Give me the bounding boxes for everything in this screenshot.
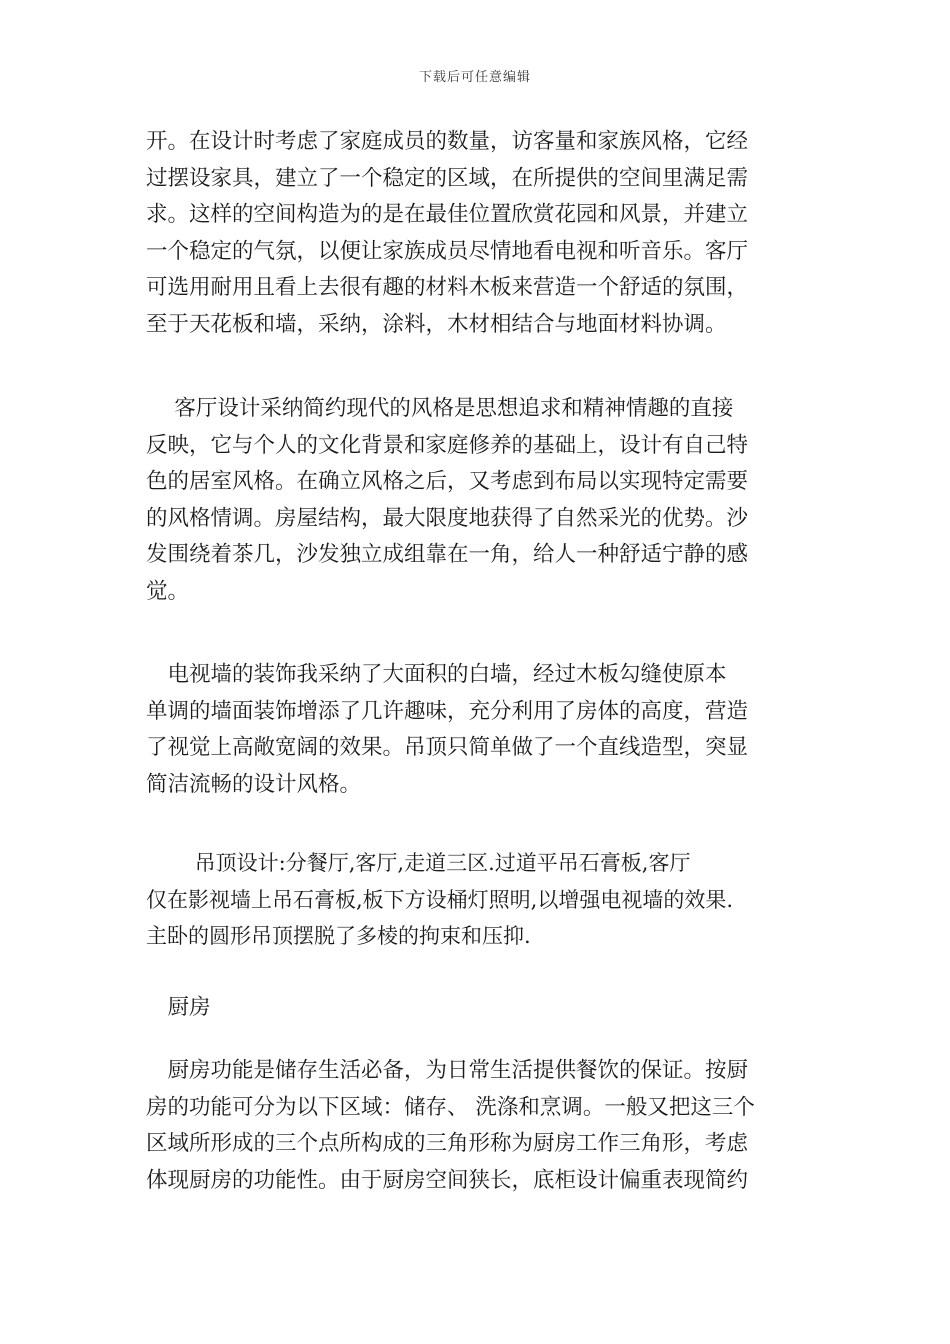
text-line: 吊顶设计:分餐厅,客厅,走道三区.过道平吊石膏板,客厅	[146, 851, 691, 875]
text-line: 至于天花板和墙，采纳，涂料，木材相结合与地面材料协调。	[146, 311, 727, 337]
text-line: 房的功能可分为以下区域：储存、 洗涤和烹调。一般又把这三个	[146, 1094, 755, 1120]
paragraph-living-room-style	[146, 391, 806, 611]
paragraph-ceiling-design	[146, 845, 806, 955]
text-line: 主卧的圆形吊顶摆脱了多棱的拘束和压抑.	[146, 924, 531, 949]
page-header: 下载后可任意编辑	[418, 70, 531, 85]
text-line: 过摆设家具，建立了一个稳定的区域，在所提供的空间里满足需	[146, 165, 749, 191]
text-line: 发围绕着茶几，沙发独立成组靠在一角，给人一种舒适宁静的感	[146, 542, 749, 568]
text-line: 仅在影视墙上吊石膏板,板下方设桶灯照明,以增强电视墙的效果.	[146, 887, 734, 912]
text-line: 单调的墙面装饰增添了几许趣味，充分利用了房体的高度，营造	[146, 698, 749, 724]
text-line: 开。在设计时考虑了家庭成员的数量，访客量和家族风格，它经	[146, 129, 749, 154]
heading-text: 厨房	[146, 995, 211, 1020]
text-line: 一个稳定的气氛，以便让家族成员尽情地看电视和听音乐。客厅	[146, 238, 749, 264]
text-line: 求。这样的空间构造为的是在最佳位置欣赏花园和风景，并建立	[146, 202, 749, 228]
text-line: 的风格情调。房屋结构，最大限度地获得了自然采光的优势。沙	[146, 505, 749, 531]
paragraph-kitchen-function	[146, 1053, 806, 1199]
text-line: 简洁流畅的设计风格。	[146, 771, 362, 797]
paragraph-tv-wall	[146, 657, 806, 803]
text-line: 了视觉上高敞宽阔的效果。吊顶只简单做了一个直线造型，突显	[146, 735, 749, 761]
text-line: 反映，它与个人的文化背景和家庭修养的基础上，设计有自己特	[146, 432, 749, 458]
text-line: 客厅设计采纳简约现代的风格是思想追求和精神情趣的直接	[146, 396, 734, 421]
text-line: 区域所形成的三个点所构成的三角形称为厨房工作三角形，考虑	[146, 1131, 749, 1157]
text-line: 电视墙的装饰我采纳了大面积的白墙，经过木板勾缝使原本	[146, 662, 727, 687]
text-line: 体现厨房的功能性。由于厨房空间狭长，底柜设计偏重表现简约	[146, 1167, 749, 1193]
text-line: 可选用耐用且看上去很有趣的材料木板来营造一个舒适的氛围，	[146, 275, 749, 301]
paragraph-living-room-layout	[146, 124, 806, 344]
text-line: 厨房功能是储存生活必备，为日常生活提供餐饮的保证。按厨	[146, 1058, 749, 1083]
text-line: 觉。	[146, 578, 190, 604]
text-line: 色的居室风格。在确立风格之后，又考虑到布局以实现特定需要	[146, 469, 749, 495]
section-heading-kitchen	[146, 990, 806, 1027]
